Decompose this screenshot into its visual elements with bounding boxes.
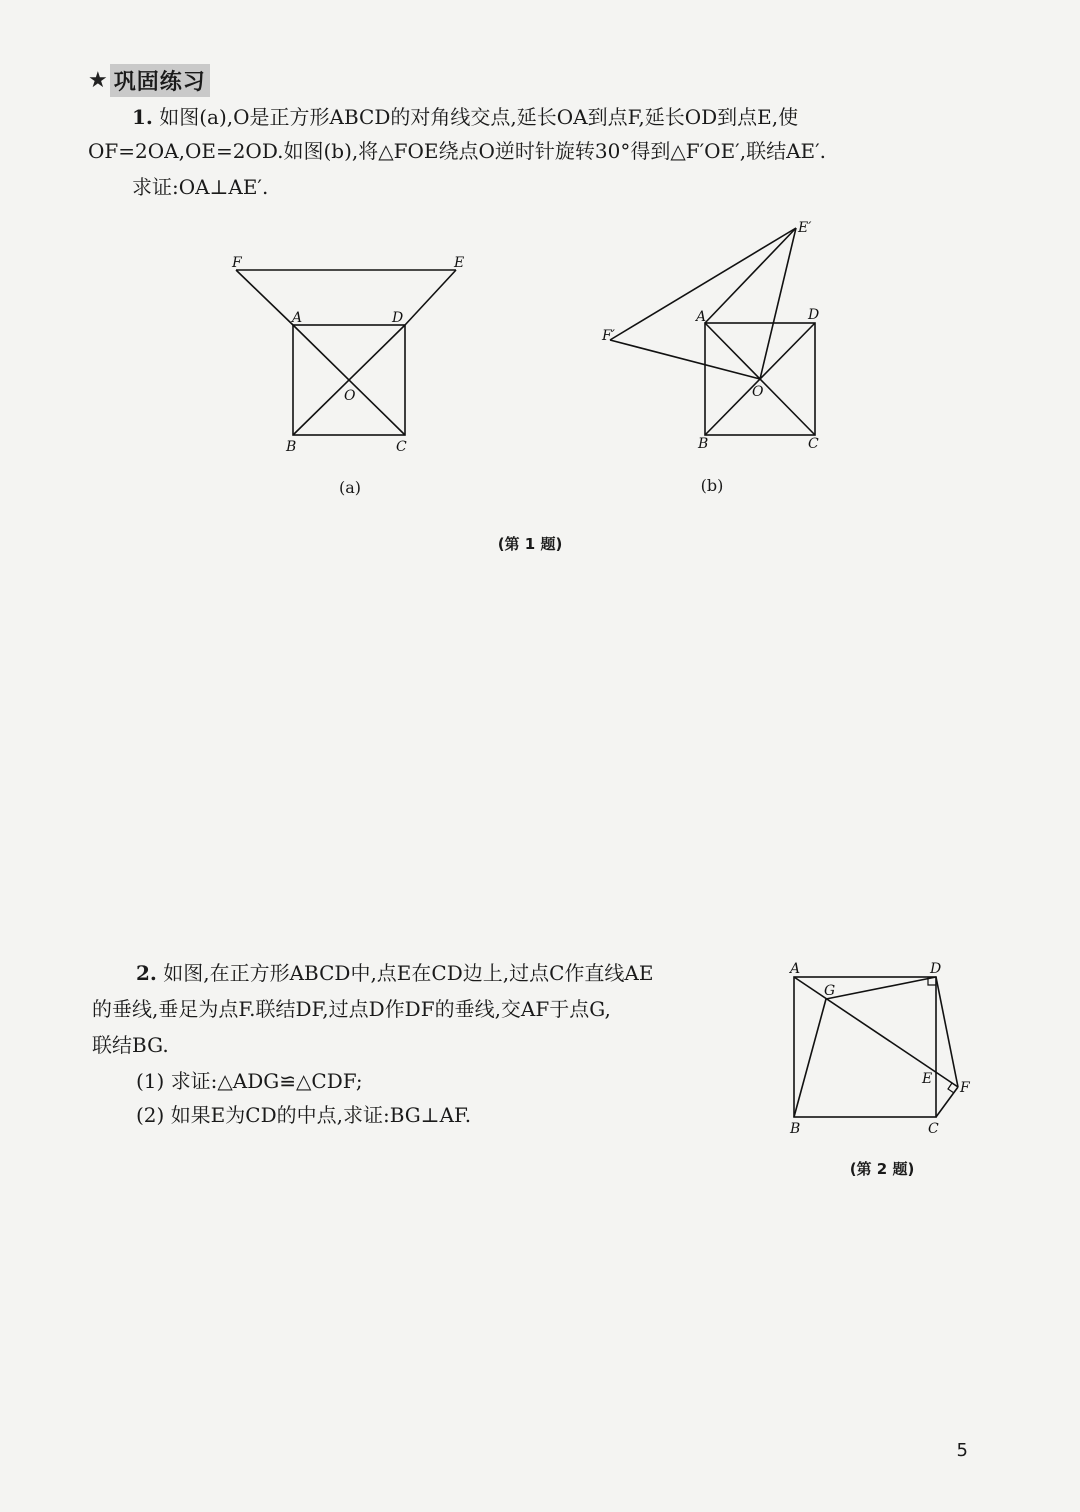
- line-df: [936, 977, 958, 1087]
- label-f: F: [960, 1080, 970, 1096]
- label-o: O: [752, 384, 764, 400]
- label-e-prime: E′: [798, 220, 812, 236]
- square-abcd: [794, 977, 936, 1117]
- figure-1b-label: (b): [700, 476, 724, 495]
- q2-line1: [136, 956, 653, 990]
- line-e-o: [760, 228, 796, 379]
- page-number: 5: [956, 1440, 968, 1461]
- line-cf: [936, 1087, 958, 1117]
- star-icon: ★: [88, 67, 108, 93]
- label-b: B: [790, 1121, 801, 1137]
- label-g: G: [824, 983, 836, 999]
- label-a: A: [790, 961, 801, 977]
- q2-part2: (2) 如果E为CD的中点,求证:BG⊥AF.: [136, 1103, 472, 1127]
- q2-line2: 的垂线,垂足为点F.联结DF,过点D作DF的垂线,交AF于点G,: [92, 997, 611, 1021]
- label-e: E: [922, 1071, 933, 1087]
- q2-caption: (第 2 题): [849, 1160, 915, 1178]
- line-af: [794, 977, 958, 1087]
- label-o: O: [344, 388, 356, 404]
- label-e: E: [454, 255, 465, 271]
- section-title: 巩固练习: [110, 64, 210, 97]
- label-c: C: [396, 439, 407, 455]
- q2-number: 2.: [136, 961, 157, 985]
- q2-text-1: 如图,在正方形ABCD中,点E在CD边上,过点C作直线AE: [156, 961, 654, 985]
- label-d: D: [392, 310, 404, 326]
- line-bg: [794, 999, 826, 1117]
- section-header: [88, 64, 210, 97]
- label-b: B: [698, 436, 709, 452]
- q1-text-1: 如图(a),O是正方形ABCD的对角线交点,延长OA到点F,延长OD到点E,使: [152, 105, 799, 129]
- label-a: A: [292, 310, 303, 326]
- label-b: B: [286, 439, 297, 455]
- figure-2: [780, 955, 980, 1140]
- q1-line3: 求证:OA⊥AE′.: [132, 175, 269, 199]
- q1-number: 1.: [132, 105, 153, 129]
- label-f: F: [232, 255, 242, 271]
- q1-line1: [132, 100, 798, 134]
- label-f-prime: F′: [602, 328, 615, 344]
- figure-1b: [590, 210, 850, 460]
- q2-part1: (1) 求证:△ADG≌△CDF;: [136, 1069, 363, 1093]
- line-f-o: [610, 340, 760, 379]
- label-d: D: [930, 961, 942, 977]
- label-d: D: [808, 307, 820, 323]
- line-dg: [826, 977, 936, 999]
- line-fa: [236, 270, 293, 325]
- figure-1a: [220, 245, 480, 465]
- label-c: C: [928, 1121, 939, 1137]
- q2-line3: 联结BG.: [92, 1033, 169, 1057]
- label-a: A: [696, 309, 707, 325]
- figure-1a-label: (a): [338, 478, 362, 497]
- q1-line2: OF=2OA,OE=2OD.如图(b),将△FOE绕点O逆时针旋转30°得到△F′OE′,联结AE′.: [88, 139, 827, 163]
- q1-caption: (第 1 题): [497, 535, 563, 553]
- line-ed: [405, 270, 456, 325]
- label-c: C: [808, 436, 819, 452]
